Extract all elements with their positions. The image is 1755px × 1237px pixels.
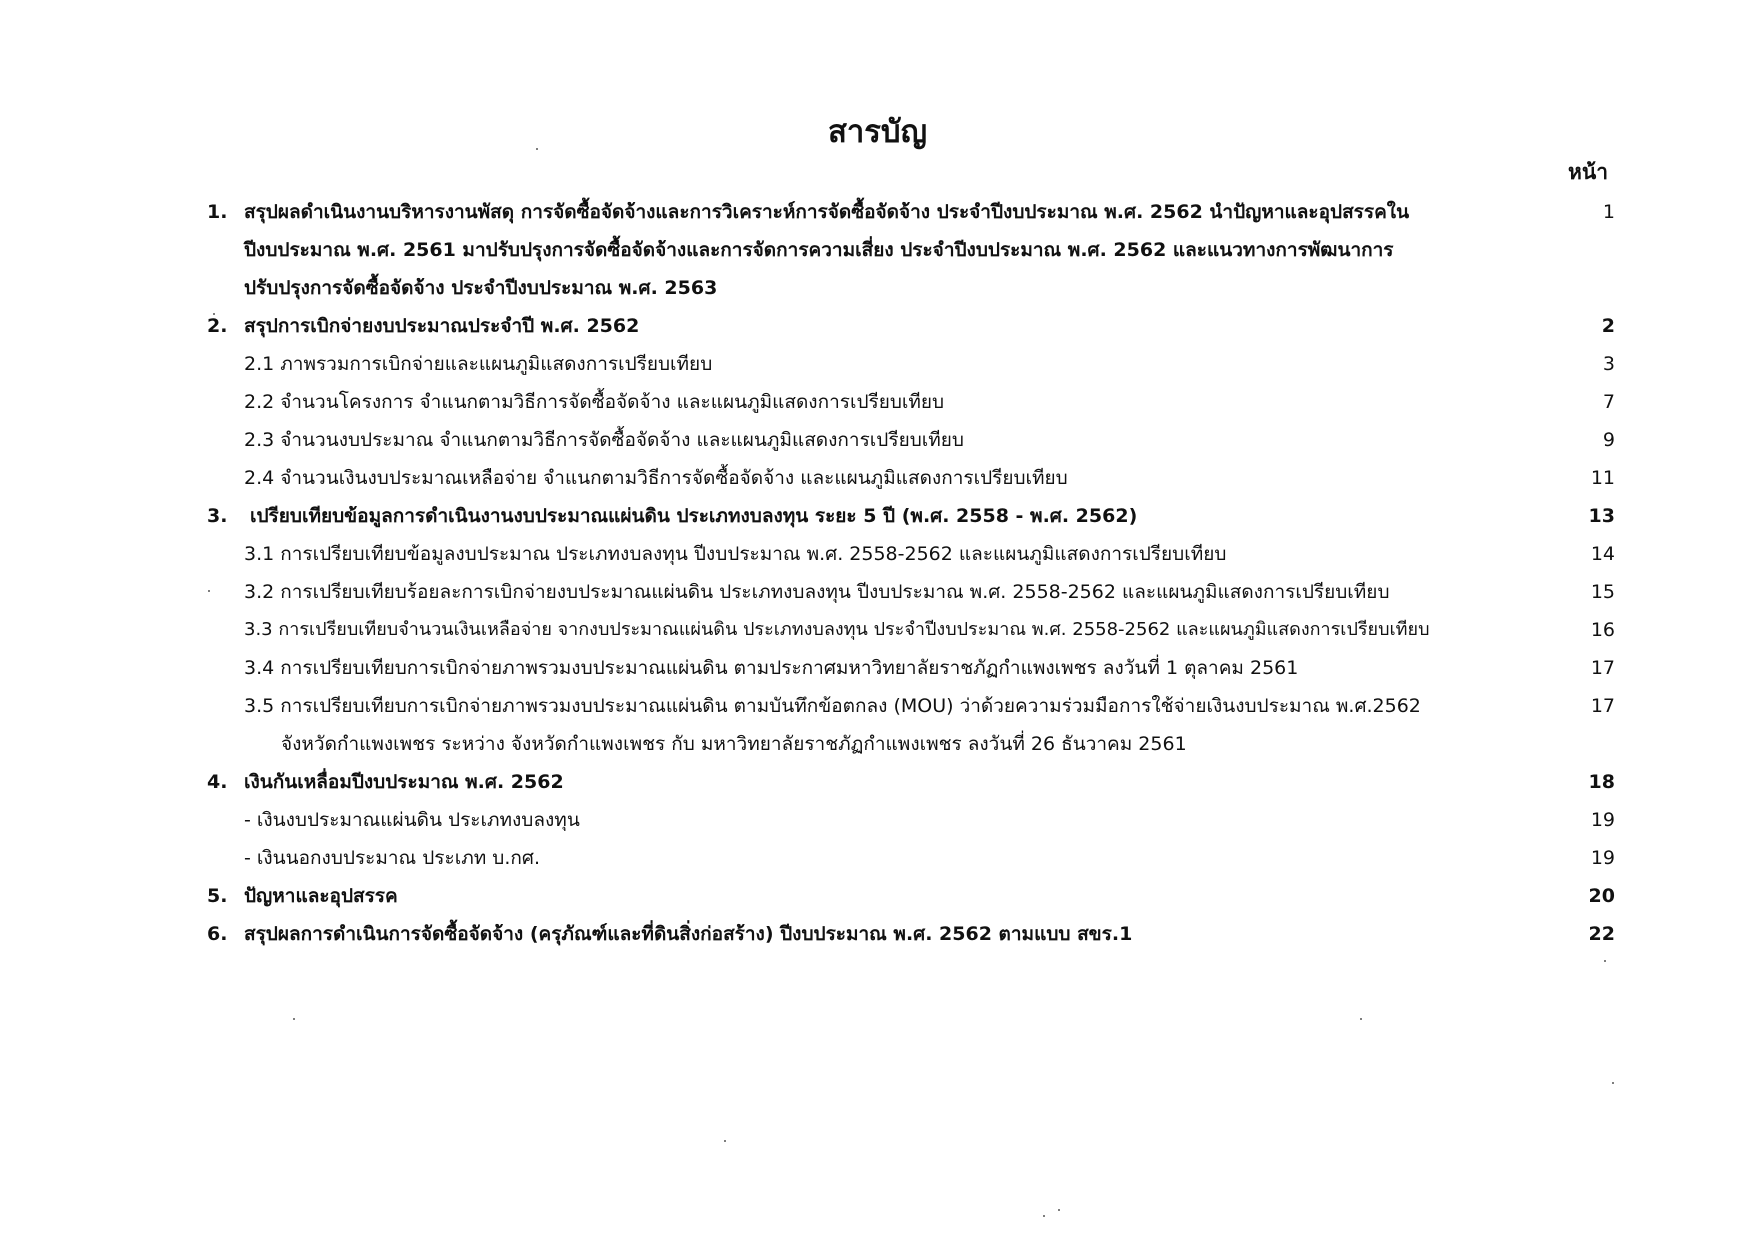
page-column-header: หน้า	[1568, 160, 1608, 184]
toc-subentry-text: 2.2 จำนวนโครงการ จำแนกตามวิธีการจัดซื้อจัดจ้าง และแผนภูมิแสดงการเปรียบเทียบ	[244, 391, 945, 413]
toc-entry-text-line-1: สรุปผลดำเนินงานบริหารงานพัสดุ การจัดซื้อจัดจ้างและการวิเคราะห์การจัดซื้อจัดจ้าง ประจำปีงบประมาณ พ.ศ. 2562 นำปัญหาและอุปสรรคใน	[244, 201, 1410, 223]
toc-subentry-page: 11	[1590, 467, 1615, 489]
toc-subentry-page: 15	[1590, 581, 1615, 603]
toc-subentry-page: 14	[1590, 543, 1615, 565]
toc-subentry-text: 2.4 จำนวนเงินงบประมาณเหลือจ่าย จำแนกตามวิธีการจัดซื้อจัดจ้าง และแผนภูมิแสดงการเปรียบเทียบ	[244, 467, 1068, 489]
toc-subentry-text: - เงินงบประมาณแผ่นดิน ประเภทงบลงทุน	[244, 809, 580, 831]
toc-subentry-text-line-2: จังหวัดกำแพงเพชร ระหว่าง จังหวัดกำแพงเพชร กับ มหาวิทยาลัยราชภัฏกำแพงเพชร ลงวันที่ 26 ธันวาคม 2561	[281, 733, 1187, 755]
scan-speck	[1612, 1082, 1614, 1084]
toc-entry-page: 20	[1588, 885, 1615, 907]
toc-subentry-page: 3	[1602, 353, 1615, 375]
toc-subentry-text: 3.4 การเปรียบเทียบการเบิกจ่ายภาพรวมงบประมาณแผ่นดิน ตามประกาศมหาวิทยาลัยราชภัฏกำแพงเพชร ลงวันที่ 1 ตุลาคม 2561	[244, 657, 1299, 679]
toc-subentry-page: 19	[1590, 809, 1615, 831]
toc-entry-text: เปรียบเทียบข้อมูลการดำเนินงานงบประมาณแผ่นดิน ประเภทงบลงทุน ระยะ 5 ปี (พ.ศ. 2558 - พ.ศ. 2562)	[250, 505, 1138, 527]
toc-entry-page: 22	[1588, 923, 1615, 945]
scan-speck	[536, 148, 538, 150]
toc-subentry-page: 16	[1590, 619, 1615, 641]
toc-subentry-text: 3.3 การเปรียบเทียบจำนวนเงินเหลือจ่าย จากงบประมาณแผ่นดิน ประเภทงบลงทุน ประจำปีงบประมาณ พ.ศ. 2558-2562 และแผนภูมิแสดงการเปรียบเทียบ	[244, 619, 1430, 640]
toc-subentry-page: 17	[1590, 657, 1615, 679]
scan-speck	[213, 313, 215, 315]
scan-speck	[1604, 960, 1606, 962]
toc-entry-page: 2	[1601, 315, 1615, 337]
toc-entry-number: 3.	[207, 505, 228, 527]
toc-subentry-page: 17	[1590, 695, 1615, 717]
page-title: สารบัญ	[827, 114, 928, 150]
scan-speck	[1043, 1215, 1045, 1217]
scan-speck	[1058, 1209, 1060, 1211]
toc-entry-number: 5.	[207, 885, 228, 907]
toc-subentry-text: 2.3 จำนวนงบประมาณ จำแนกตามวิธีการจัดซื้อจัดจ้าง และแผนภูมิแสดงการเปรียบเทียบ	[244, 429, 964, 451]
toc-entry-text: สรุปผลการดำเนินการจัดซื้อจัดจ้าง (ครุภัณฑ์และที่ดินสิ่งก่อสร้าง) ปีงบประมาณ พ.ศ. 2562 ตามแบบ สขร.1	[244, 923, 1133, 945]
toc-entry-number: 1.	[207, 201, 228, 223]
toc-subentry-text: 3.2 การเปรียบเทียบร้อยละการเบิกจ่ายงบประมาณแผ่นดิน ประเภทงบลงทุน ปีงบประมาณ พ.ศ. 2558-2562 และแผนภูมิแสดงการเปรียบเทียบ	[244, 581, 1390, 603]
toc-subentry-text: 3.1 การเปรียบเทียบข้อมูลงบประมาณ ประเภทงบลงทุน ปีงบประมาณ พ.ศ. 2558-2562 และแผนภูมิแสดงการเปรียบเทียบ	[244, 543, 1227, 565]
scan-speck	[293, 1018, 295, 1020]
toc-entry-text: ปัญหาและอุปสรรค	[244, 885, 398, 907]
toc-subentry-text: - เงินนอกงบประมาณ ประเภท บ.กศ.	[244, 847, 540, 869]
toc-subentry-page: 7	[1602, 391, 1615, 413]
toc-entry-text-line-2: ปีงบประมาณ พ.ศ. 2561 มาปรับปรุงการจัดซื้อจัดจ้างและการจัดการความเสี่ยง ประจำปีงบประมาณ พ.ศ. 2562 และแนวทางการพัฒนาการ	[244, 239, 1394, 261]
toc-entry-text-line-3: ปรับปรุงการจัดซื้อจัดจ้าง ประจำปีงบประมาณ พ.ศ. 2563	[244, 277, 718, 299]
toc-entry-number: 2.	[207, 315, 228, 337]
toc-subentry-page: 19	[1590, 847, 1615, 869]
toc-entry-text: สรุปการเบิกจ่ายงบประมาณประจำปี พ.ศ. 2562	[244, 315, 640, 337]
toc-entry-page: 1	[1602, 201, 1615, 223]
scan-speck	[1360, 1018, 1362, 1020]
toc-entry-number: 6.	[207, 923, 228, 945]
toc-entry-number: 4.	[207, 771, 228, 793]
toc-subentry-text: 2.1 ภาพรวมการเบิกจ่ายและแผนภูมิแสดงการเปรียบเทียบ	[244, 353, 713, 375]
toc-entry-page: 13	[1588, 505, 1615, 527]
toc-entry-page: 18	[1588, 771, 1615, 793]
scan-speck	[208, 590, 210, 592]
scan-speck	[724, 1140, 726, 1142]
toc-entry-text: เงินกันเหลื่อมปีงบประมาณ พ.ศ. 2562	[244, 771, 564, 793]
toc-subentry-text-line-1: 3.5 การเปรียบเทียบการเบิกจ่ายภาพรวมงบประมาณแผ่นดิน ตามบันทึกข้อตกลง (MOU) ว่าด้วยความร่วมมือการใช้จ่ายเงินงบประมาณ พ.ศ.2562	[244, 695, 1421, 717]
toc-subentry-page: 9	[1602, 429, 1615, 451]
